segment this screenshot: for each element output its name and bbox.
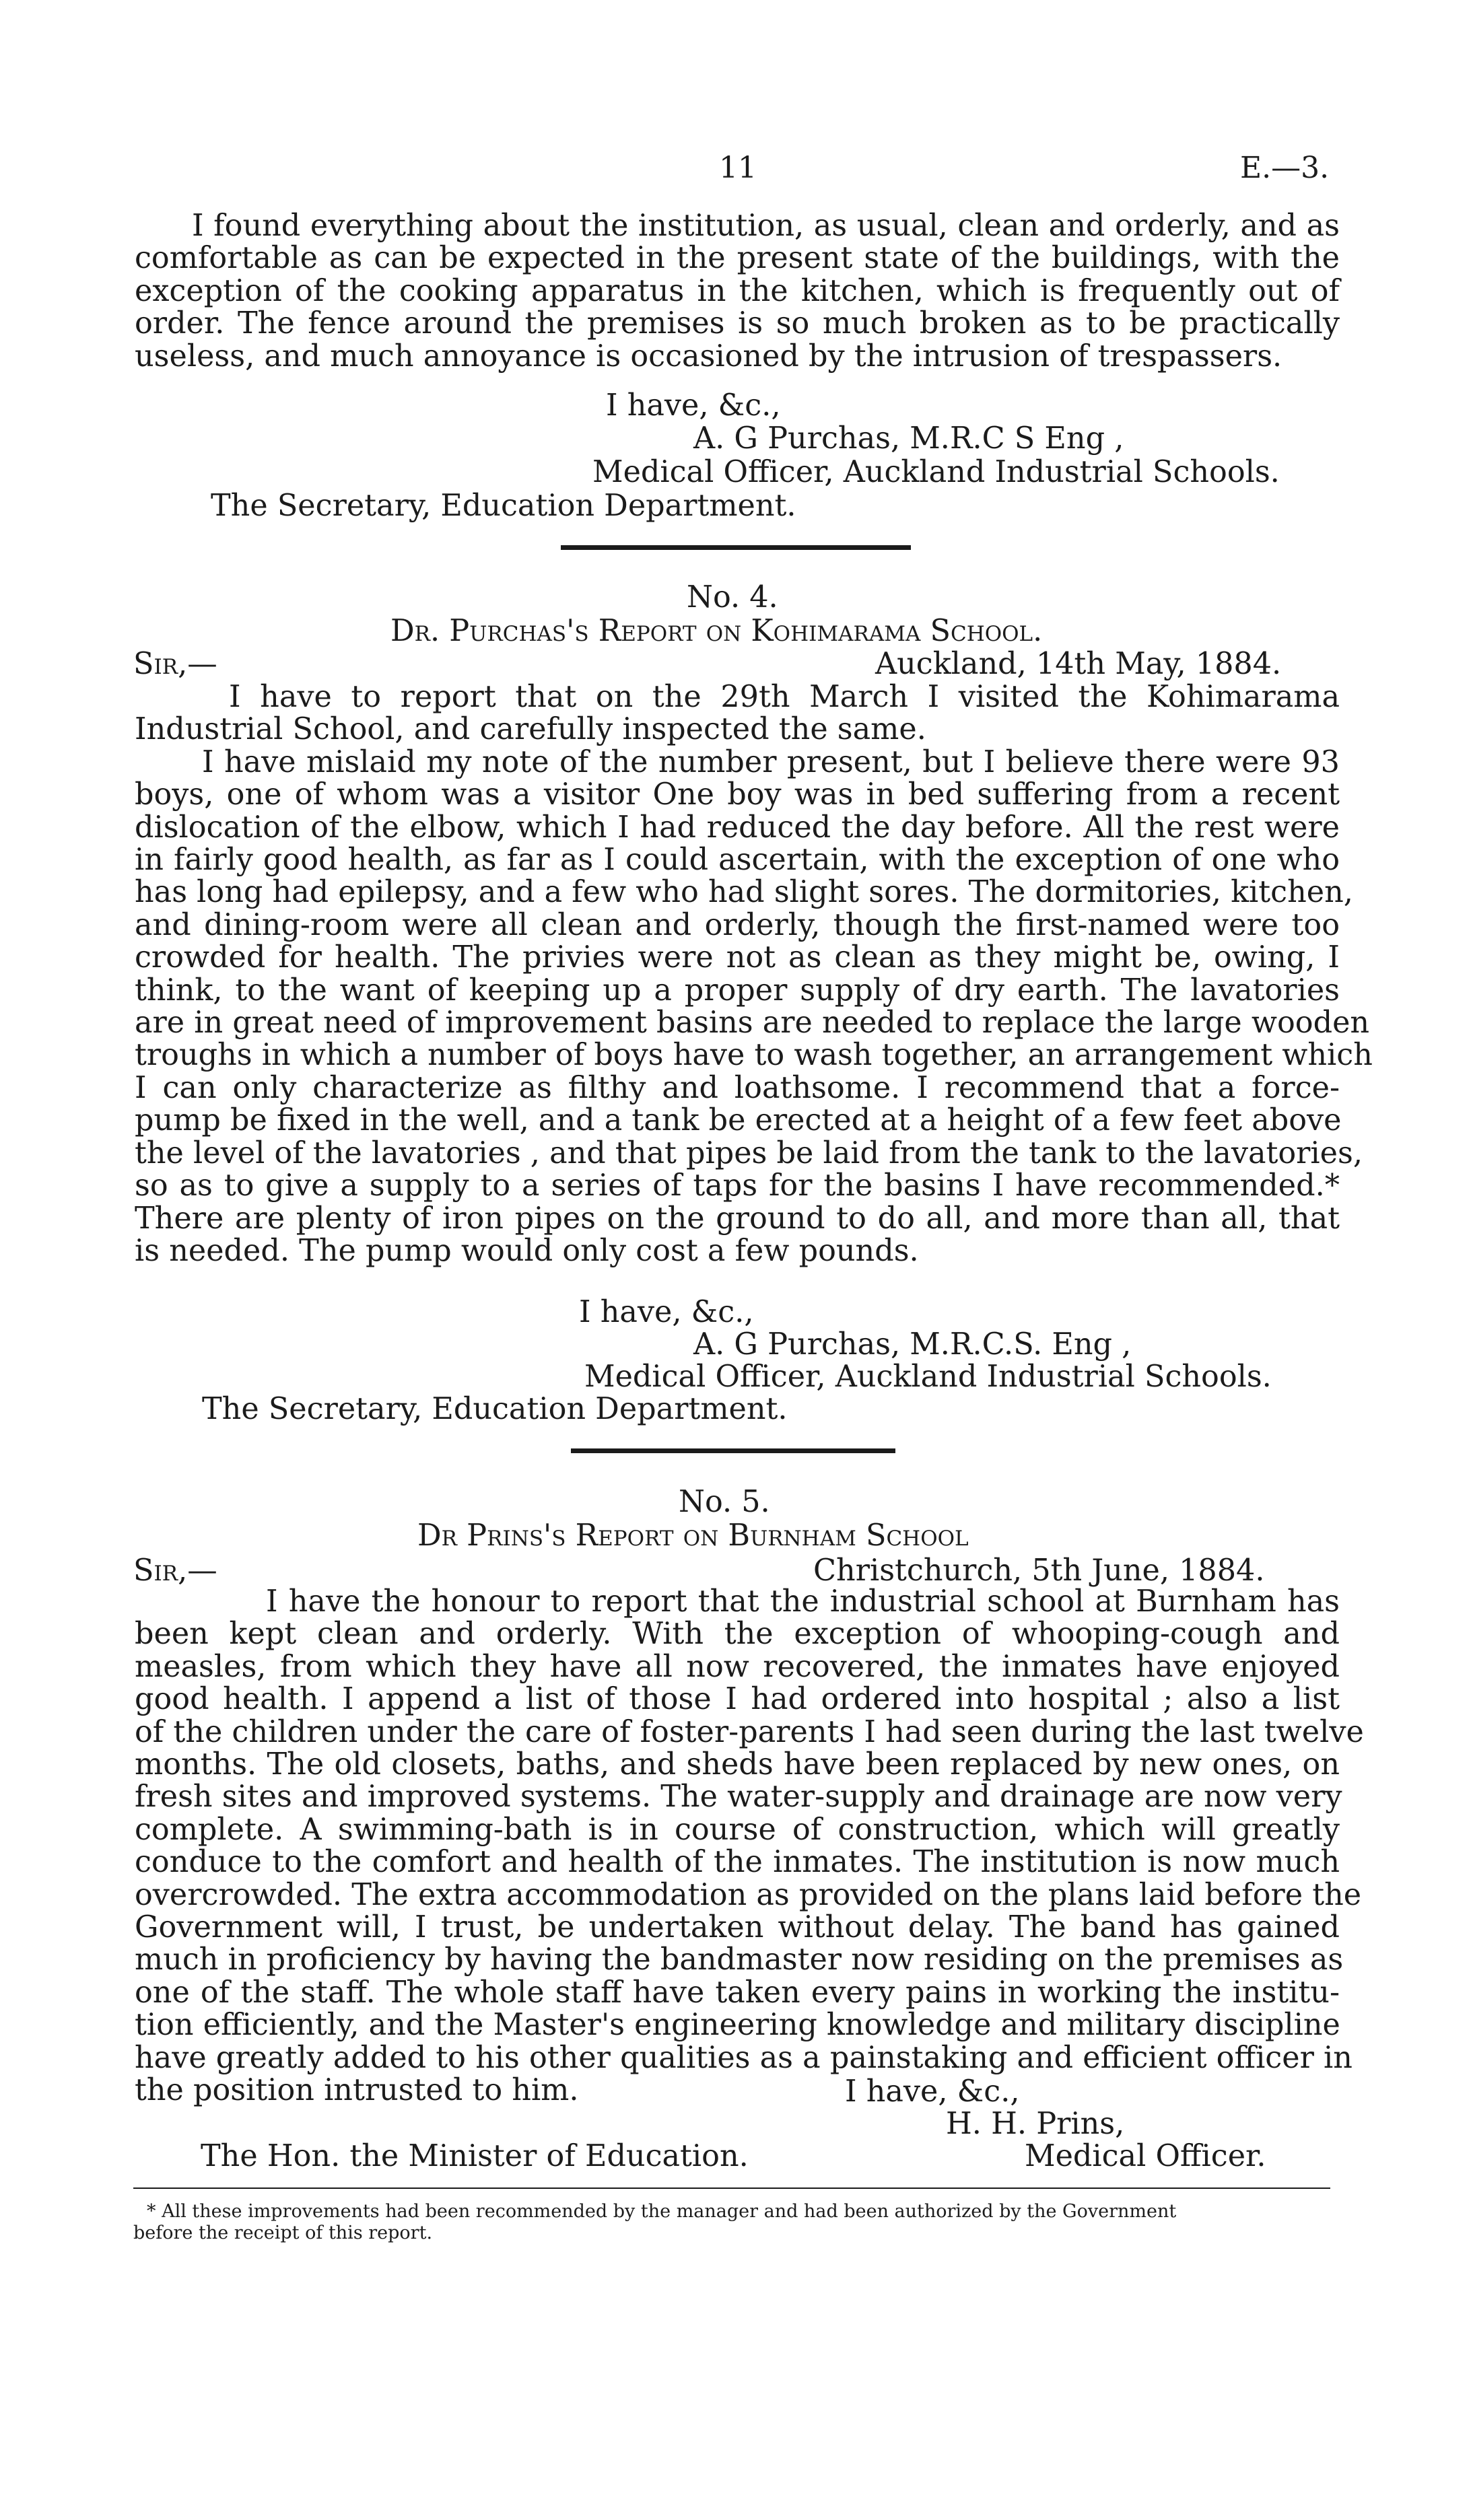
report-4-closing: I have, &c., [579,1295,754,1329]
report-4-signatory: A. G Purchas, M.R.C.S. Eng , [693,1327,1132,1362]
report-4-line: dislocation of the elbow, which I had reduced the day before. All the rest were [135,810,1340,845]
report-4-line: troughs in which a number of boys have to wash together, an arrangement which [135,1038,1373,1073]
report-5-line: Government will, I trust, be undertaken without delay. The band has gained [135,1910,1340,1945]
report-4-line: I have mislaid my note of the number present, but I believe there were 93 [202,744,1340,779]
report-4-salutation: Sir,— [133,647,217,681]
section-divider [571,1448,895,1453]
report-4-line: are in great need of improvement basins are needed to replace the large wooden [135,1006,1370,1041]
footnote-rule [133,2188,1330,2189]
report-5-line: good health. I append a list of those I had ordered into hospital ; also a list [135,1682,1340,1717]
footnote-line: before the receipt of this report. [133,2222,433,2243]
intro-closing: I have, &c., [606,388,781,423]
report-5-line: months. The old closets, baths, and sheds have been replaced by new ones, on [135,1747,1340,1782]
report-4-line: crowded for health. The privies were not as clean as they might be, owing, I [135,940,1340,975]
intro-line: comfortable as can be expected in the present state of the buildings, with the [135,241,1340,276]
report-5-line: fresh sites and improved systems. The water-supply and drainage are now very [135,1780,1342,1815]
report-5-line: I have the honour to report that the industrial school at Burnham has [266,1584,1340,1619]
report-4-signatory-title: Medical Officer, Auckland Industrial Schools. [584,1360,1272,1394]
report-5-line: one of the staff. The whole staff have taken every pains in working the institu- [135,1975,1340,2010]
report-4-line: pump be fixed in the well, and a tank be erected at a height of a few feet above [135,1103,1342,1138]
report-5-line: tion efficiently, and the Master's engineering knowledge and military discipline [135,2008,1340,2043]
report-5-addressee: The Hon. the Minister of Education. [201,2139,749,2173]
intro-addressee: The Secretary, Education Department. [211,489,796,523]
page-number: 11 [719,151,757,185]
report-5-signatory-title: Medical Officer. [1025,2139,1266,2173]
report-5-line: the position intrusted to him. [135,2073,579,2108]
report-5-line: complete. A swimming-bath is in course of construction, which will greatly [135,1812,1340,1847]
report-4-addressee: The Secretary, Education Department. [202,1392,788,1426]
report-4-line: I have to report that on the 29th March I visited the Kohimarama [229,680,1340,714]
intro-line: order. The fence around the premises is so much broken as to be practically [135,306,1340,341]
intro-paragraph [135,210,1340,373]
report-5-line: measles, from which they have all now recovered, the inmates have enjoyed [135,1649,1340,1684]
report-4-line: so as to give a supply to a series of taps for the basins I have recommended.* [135,1168,1340,1203]
report-4-line: and dining-room were all clean and orderly, though the first-named were too [135,907,1340,942]
intro-line: I found everything about the institution, as usual, clean and orderly, and as [192,209,1340,243]
report-4-line: think, to the want of keeping up a proper supply of dry earth. The lavatories [135,973,1340,1008]
section-divider [561,545,911,550]
report-5-signatory: H. H. Prins, [946,2107,1125,2141]
report-4-heading: Dr. Purchas's Report on Kohimarama School. [390,614,1043,648]
report-5-line: conduce to the comfort and health of the inmates. The institution is now much [135,1845,1340,1880]
report-4-line: has long had epilepsy, and a few who had slight sores. The dormitories, kitchen, [135,875,1353,910]
report-4-line: the level of the lavatories , and that pipes be laid from the tank to the lavatories, [135,1135,1363,1170]
report-5-number: No. 5. [679,1485,770,1519]
intro-line: exception of the cooking apparatus in the kitchen, which is frequently out of [135,273,1340,308]
report-5-line: overcrowded. The extra accommodation as provided on the plans laid before the [135,1877,1362,1912]
intro-signatory: A. G Purchas, M.R.C S Eng , [693,421,1124,456]
report-5-closing: I have, &c., [845,2074,1020,2109]
report-4-line: Industrial School, and carefully inspected the same. [135,712,926,747]
report-5-line: of the children under the care of foster-parents I had seen during the last twelve [135,1714,1364,1749]
intro-line: useless, and much annoyance is occasioned by the intrusion of trespassers. [135,339,1282,374]
intro-signatory-title: Medical Officer, Auckland Industrial Schools. [592,455,1280,489]
section-reference: E.—3. [1240,151,1330,185]
report-4-place-date: Auckland, 14th May, 1884. [875,647,1282,681]
report-4-line: I can only characterize as filthy and loathsome. I recommend that a force- [135,1070,1340,1105]
report-5-line: been kept clean and orderly. With the exception of whooping-cough and [135,1617,1340,1652]
report-5-line: have greatly added to his other qualities as a painstaking and efficient officer in [135,2040,1353,2075]
report-4-line: There are plenty of iron pipes on the ground to do all, and more than all, that [135,1201,1340,1236]
report-4-line: in fairly good health, as far as I could ascertain, with the exception of one who [135,843,1340,878]
report-4-line: boys, one of whom was a visitor One boy was in bed suffering from a recent [135,777,1340,812]
report-5-body [135,1584,1364,2108]
report-5-line: much in proficiency by having the bandmaster now residing on the premises as [135,1943,1344,1978]
report-5-salutation: Sir,— [133,1553,217,1588]
report-5-heading: Dr Prins's Report on Burnham School [417,1518,969,1553]
report-5-place-date: Christchurch, 5th June, 1884. [813,1553,1265,1588]
footnote-line: * All these improvements had been recommended by the manager and had been authorized by the Government [147,2201,1177,2222]
report-4-line: is needed. The pump would only cost a few pounds. [135,1233,919,1268]
report-4-body [135,680,1373,1268]
report-4-number: No. 4. [687,580,778,615]
